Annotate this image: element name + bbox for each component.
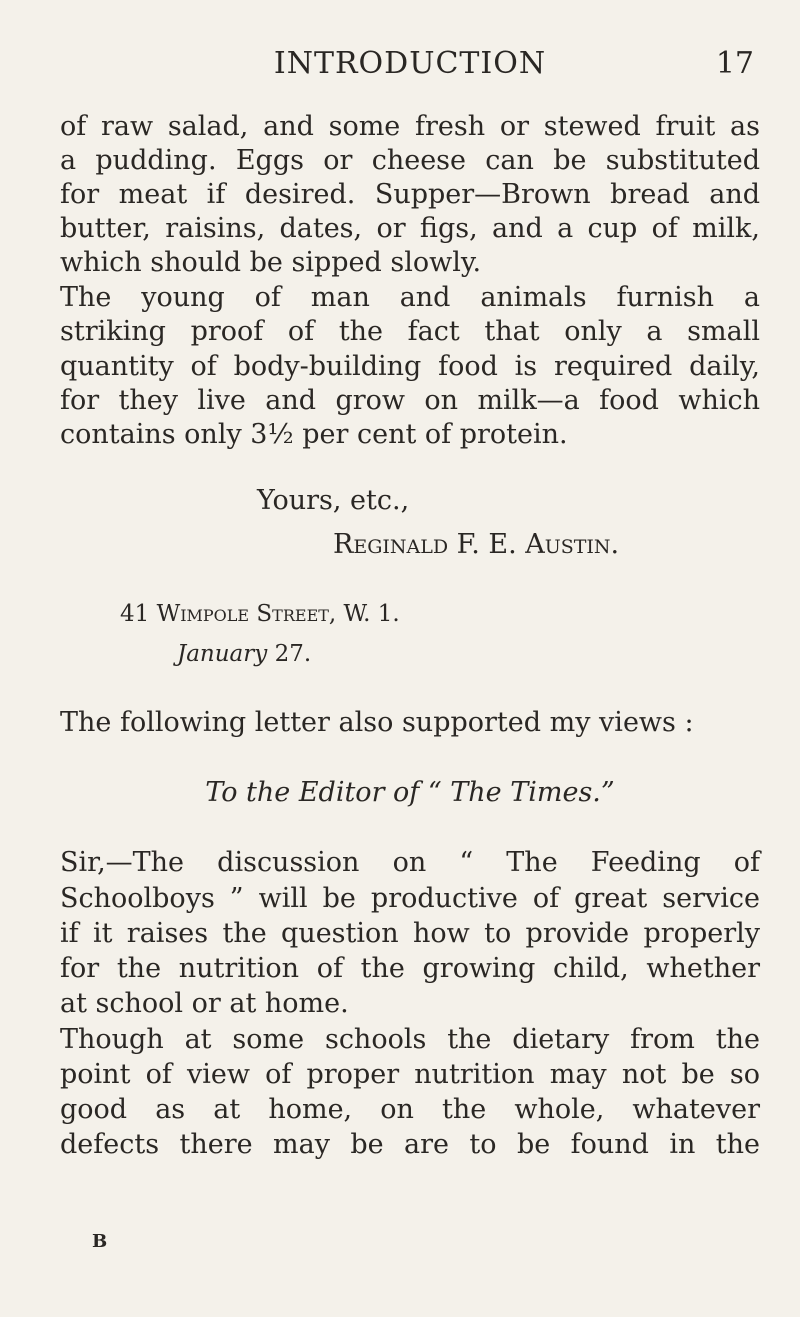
body-line: for meat if desired. Supper—Brown bread and bbox=[60, 179, 760, 210]
letter-line: if it raises the question how to provide properly bbox=[60, 918, 760, 949]
letter-line: Though at some schools the dietary from the bbox=[60, 1024, 760, 1055]
letter-line: at school or at home. bbox=[60, 988, 349, 1019]
date-month: January bbox=[177, 641, 268, 667]
street-address: 41 Wimpole Street, W. 1. bbox=[120, 601, 400, 627]
letter-line: point of view of proper nutrition may not be so bbox=[60, 1059, 760, 1090]
letter-line: defects there may be are to be found in the bbox=[60, 1129, 760, 1160]
signature: Reginald F. E. Austin. bbox=[333, 529, 620, 560]
body-line: striking proof of the fact that only a small bbox=[60, 316, 760, 347]
body-line: The young of man and animals furnish a bbox=[60, 282, 760, 313]
body-line: quantity of body-building food is required daily, bbox=[60, 351, 760, 382]
body-line: butter, raisins, dates, or figs, and a cup of milk, bbox=[60, 213, 760, 244]
letter-line: good as at home, on the whole, whatever bbox=[60, 1094, 760, 1125]
letter-line: for the nutrition of the growing child, whether bbox=[60, 953, 760, 984]
letter-date bbox=[177, 636, 311, 672]
signature-mark: B bbox=[92, 1231, 108, 1252]
body-line: which should be sipped slowly. bbox=[60, 247, 482, 278]
page-number: 17 bbox=[715, 46, 754, 81]
letter-line: Sir,—The discussion on “ The Feeding of bbox=[60, 847, 760, 878]
running-head bbox=[60, 42, 760, 86]
body-line: for they live and grow on milk—a food which bbox=[60, 385, 760, 416]
body-line: contains only 3½ per cent of protein. bbox=[60, 419, 568, 450]
running-title: INTRODUCTION bbox=[273, 46, 547, 81]
letter-line: Schoolboys ” will be productive of great service bbox=[60, 883, 760, 914]
closing-salutation: Yours, etc., bbox=[257, 485, 410, 516]
letter-heading: To the Editor of “ The Times.” bbox=[205, 777, 615, 808]
body-line: of raw salad, and some fresh or stewed fruit as bbox=[60, 111, 760, 142]
intro-line: The following letter also supported my views : bbox=[60, 707, 694, 738]
date-day: 27. bbox=[274, 641, 312, 667]
body-line: a pudding. Eggs or cheese can be substituted bbox=[60, 145, 760, 176]
